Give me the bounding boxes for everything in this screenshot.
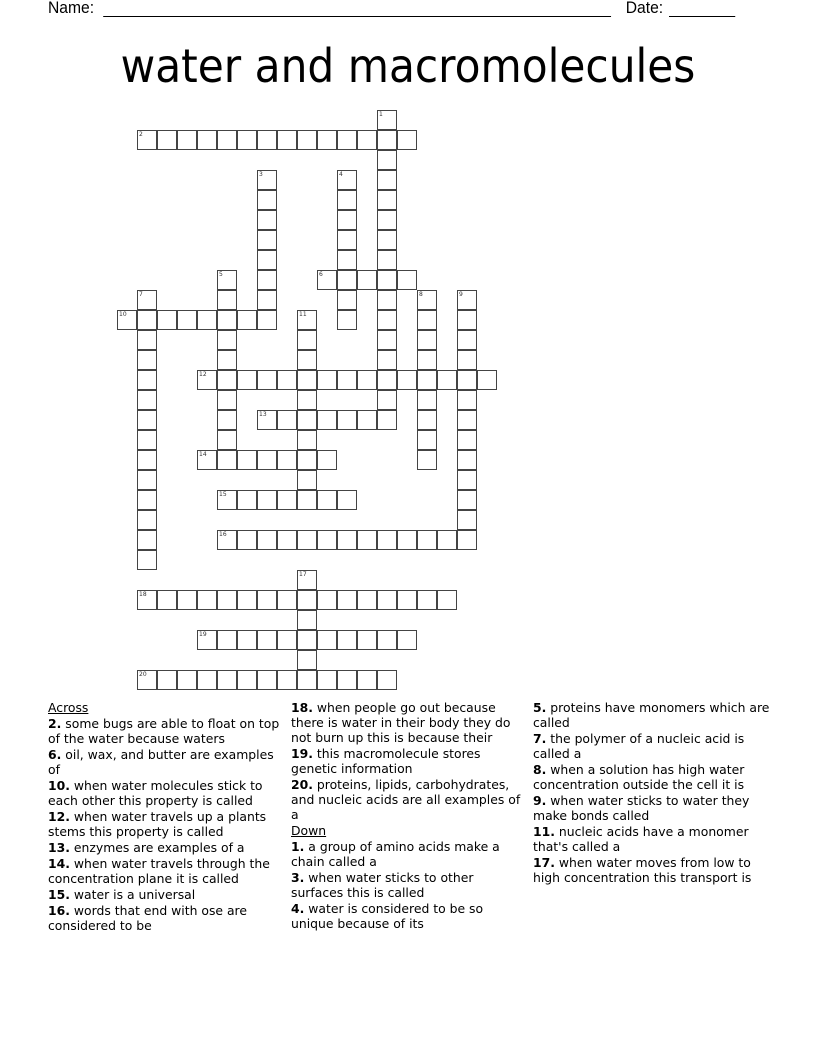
grid-cell[interactable]: [257, 370, 277, 390]
grid-cell[interactable]: [337, 310, 357, 330]
clue-text: oil, wax, and butter are examples of: [48, 747, 274, 777]
grid-cell[interactable]: [257, 270, 277, 290]
grid-cell[interactable]: [377, 150, 397, 170]
grid-cell[interactable]: [237, 310, 257, 330]
grid-cell[interactable]: [457, 530, 477, 550]
clue-number: 9.: [533, 793, 547, 808]
grid-cell[interactable]: [377, 670, 397, 690]
grid-cell[interactable]: [337, 170, 357, 190]
clue-across-2: [48, 716, 286, 746]
grid-cell[interactable]: [197, 130, 217, 150]
grid-cell[interactable]: [417, 450, 437, 470]
grid-cell[interactable]: [377, 270, 397, 290]
grid-cell[interactable]: [357, 670, 377, 690]
grid-cell[interactable]: [357, 370, 377, 390]
clue-across-14: [48, 856, 286, 886]
grid-cell[interactable]: [277, 590, 297, 610]
grid-cell[interactable]: [177, 670, 197, 690]
grid-cell[interactable]: [457, 390, 477, 410]
grid-cell[interactable]: [197, 670, 217, 690]
grid-cell[interactable]: [377, 630, 397, 650]
grid-cell[interactable]: [157, 130, 177, 150]
grid-cell[interactable]: [297, 630, 317, 650]
grid-cell[interactable]: [137, 510, 157, 530]
clue-down-1: [291, 839, 529, 869]
clue-text: when water moves from low to high concentration this transport is: [533, 855, 752, 885]
page-title: water and macromolecules: [120, 39, 696, 93]
grid-cell[interactable]: [217, 330, 237, 350]
grid-cell[interactable]: [217, 490, 237, 510]
grid-cell[interactable]: [357, 410, 377, 430]
clue-down-3: [291, 870, 529, 900]
clue-down-5: [533, 700, 771, 730]
grid-cell[interactable]: [137, 590, 157, 610]
grid-cell[interactable]: [297, 330, 317, 350]
clue-across-18: [291, 700, 529, 745]
clue-number: 5.: [533, 700, 547, 715]
cell-number: 8: [419, 291, 423, 298]
grid-cell[interactable]: [277, 670, 297, 690]
grid-cell[interactable]: [377, 310, 397, 330]
grid-cell[interactable]: [397, 590, 417, 610]
grid-cell[interactable]: [337, 250, 357, 270]
clue-number: 4.: [291, 901, 305, 916]
cell-number: 18: [139, 591, 147, 598]
grid-cell[interactable]: [137, 470, 157, 490]
grid-cell[interactable]: [137, 350, 157, 370]
clue-text: water is a universal: [73, 887, 196, 902]
clue-text: proteins have monomers which are called: [533, 700, 770, 730]
clue-column-1: [48, 700, 286, 934]
clue-column-2: [291, 700, 529, 932]
grid-cell[interactable]: [177, 130, 197, 150]
grid-cell[interactable]: [257, 130, 277, 150]
grid-cell[interactable]: [137, 290, 157, 310]
clue-text: when people go out because there is water in their body they do not burn up this is because their: [291, 700, 511, 745]
clue-across-10: [48, 778, 286, 808]
grid-cell[interactable]: [237, 530, 257, 550]
grid-cell[interactable]: [137, 550, 157, 570]
grid-cell[interactable]: [397, 130, 417, 150]
clue-down-11: [533, 824, 771, 854]
grid-cell[interactable]: [357, 130, 377, 150]
clue-text: proteins, lipids, carbohydrates, and nucleic acids are all examples of a: [291, 777, 521, 822]
clue-text: enzymes are examples of a: [73, 840, 245, 855]
grid-cell[interactable]: [217, 130, 237, 150]
grid-cell[interactable]: [397, 530, 417, 550]
worksheet-header: [48, 0, 729, 20]
grid-cell[interactable]: [297, 130, 317, 150]
grid-cell[interactable]: [297, 350, 317, 370]
grid-cell[interactable]: [377, 110, 397, 130]
cell-number: 11: [299, 311, 307, 318]
grid-cell[interactable]: [277, 530, 297, 550]
clue-number: 7.: [533, 731, 547, 746]
grid-cell[interactable]: [317, 590, 337, 610]
grid-cell[interactable]: [237, 670, 257, 690]
grid-cell[interactable]: [257, 210, 277, 230]
grid-cell[interactable]: [197, 370, 217, 390]
grid-cell[interactable]: [297, 470, 317, 490]
grid-cell[interactable]: [457, 310, 477, 330]
clue-number: 10.: [48, 778, 70, 793]
grid-cell[interactable]: [317, 370, 337, 390]
grid-cell[interactable]: [377, 390, 397, 410]
grid-cell[interactable]: [197, 310, 217, 330]
grid-cell[interactable]: [437, 530, 457, 550]
grid-cell[interactable]: [457, 510, 477, 530]
grid-cell[interactable]: [297, 410, 317, 430]
grid-cell[interactable]: [177, 310, 197, 330]
grid-cell[interactable]: [297, 450, 317, 470]
grid-cell[interactable]: [337, 210, 357, 230]
grid-cell[interactable]: [317, 530, 337, 550]
clue-text: nucleic acids have a monomer that's called a: [533, 824, 749, 854]
grid-cell[interactable]: [397, 270, 417, 290]
grid-cell[interactable]: [457, 470, 477, 490]
grid-cell[interactable]: [377, 230, 397, 250]
grid-cell[interactable]: [137, 410, 157, 430]
grid-cell[interactable]: [337, 290, 357, 310]
grid-cell[interactable]: [237, 370, 257, 390]
grid-cell[interactable]: [297, 430, 317, 450]
grid-cell[interactable]: [117, 310, 137, 330]
cell-number: 12: [199, 371, 207, 378]
grid-cell[interactable]: [437, 590, 457, 610]
cell-number: 16: [219, 531, 227, 538]
grid-cell[interactable]: [137, 390, 157, 410]
grid-cell[interactable]: [417, 330, 437, 350]
grid-cell[interactable]: [217, 270, 237, 290]
grid-cell[interactable]: [417, 390, 437, 410]
grid-cell[interactable]: [277, 370, 297, 390]
clue-number: 3.: [291, 870, 305, 885]
clue-text: words that end with ose are considered to be: [48, 903, 247, 933]
grid-cell[interactable]: [377, 370, 397, 390]
clue-across-20: [291, 777, 529, 822]
grid-cell[interactable]: [317, 630, 337, 650]
grid-cell[interactable]: [377, 590, 397, 610]
grid-cell[interactable]: [197, 450, 217, 470]
grid-cell[interactable]: [137, 450, 157, 470]
grid-cell[interactable]: [137, 530, 157, 550]
grid-cell[interactable]: [377, 210, 397, 230]
grid-cell[interactable]: [297, 490, 317, 510]
clue-across-12: [48, 809, 286, 839]
grid-cell[interactable]: [237, 450, 257, 470]
grid-cell[interactable]: [317, 450, 337, 470]
clue-number: 14.: [48, 856, 70, 871]
grid-cell[interactable]: [217, 390, 237, 410]
grid-cell[interactable]: [277, 450, 297, 470]
clue-across-13: [48, 840, 286, 855]
clue-down-8: [533, 762, 771, 792]
grid-cell[interactable]: [377, 190, 397, 210]
down-heading: Down: [291, 823, 327, 838]
grid-cell[interactable]: [297, 370, 317, 390]
grid-cell[interactable]: [397, 630, 417, 650]
grid-cell[interactable]: [457, 450, 477, 470]
date-blank[interactable]: [669, 16, 735, 17]
cell-number: 20: [139, 671, 147, 678]
clue-text: when water sticks to other surfaces this is called: [291, 870, 474, 900]
clue-text: some bugs are able to float on top of the water because waters: [48, 716, 280, 746]
grid-cell[interactable]: [457, 290, 477, 310]
grid-cell[interactable]: [337, 370, 357, 390]
grid-cell[interactable]: [297, 670, 317, 690]
grid-cell[interactable]: [137, 330, 157, 350]
grid-cell[interactable]: [277, 490, 297, 510]
grid-cell[interactable]: [457, 410, 477, 430]
grid-cell[interactable]: [277, 630, 297, 650]
date-label: Date:: [625, 0, 664, 17]
grid-cell[interactable]: [377, 250, 397, 270]
grid-cell[interactable]: [297, 530, 317, 550]
grid-cell[interactable]: [417, 370, 437, 390]
grid-cell[interactable]: [157, 590, 177, 610]
grid-cell[interactable]: [297, 390, 317, 410]
cell-number: 4: [339, 171, 343, 178]
clue-across-6: [48, 747, 286, 777]
grid-cell[interactable]: [157, 670, 177, 690]
grid-cell[interactable]: [337, 630, 357, 650]
grid-cell[interactable]: [217, 410, 237, 430]
cell-number: 9: [459, 291, 463, 298]
grid-cell[interactable]: [257, 450, 277, 470]
cell-number: 15: [219, 491, 227, 498]
grid-cell[interactable]: [417, 410, 437, 430]
clue-text: when a solution has high water concentration outside the cell it is: [533, 762, 745, 792]
grid-cell[interactable]: [237, 590, 257, 610]
clue-number: 17.: [533, 855, 555, 870]
grid-cell[interactable]: [257, 310, 277, 330]
grid-cell[interactable]: [217, 370, 237, 390]
grid-cell[interactable]: [137, 670, 157, 690]
clue-number: 8.: [533, 762, 547, 777]
grid-cell[interactable]: [337, 490, 357, 510]
grid-cell[interactable]: [217, 670, 237, 690]
clue-number: 18.: [291, 700, 313, 715]
clue-number: 6.: [48, 747, 62, 762]
grid-cell[interactable]: [317, 270, 337, 290]
grid-cell[interactable]: [137, 370, 157, 390]
grid-cell[interactable]: [337, 190, 357, 210]
grid-cell[interactable]: [457, 430, 477, 450]
grid-cell[interactable]: [257, 530, 277, 550]
grid-cell[interactable]: [217, 530, 237, 550]
clue-text: when water travels up a plants stems this property is called: [48, 809, 267, 839]
clue-down-9: [533, 793, 771, 823]
clue-number: 16.: [48, 903, 70, 918]
clue-number: 19.: [291, 746, 313, 761]
clue-text: when water sticks to water they make bonds called: [533, 793, 750, 823]
clue-number: 1.: [291, 839, 305, 854]
grid-cell[interactable]: [197, 630, 217, 650]
clue-number: 11.: [533, 824, 555, 839]
clue-text: this macromolecule stores genetic information: [291, 746, 481, 776]
grid-cell[interactable]: [297, 310, 317, 330]
grid-cell[interactable]: [337, 230, 357, 250]
grid-cell[interactable]: [337, 670, 357, 690]
grid-cell[interactable]: [217, 290, 237, 310]
grid-cell[interactable]: [317, 130, 337, 150]
across-heading: Across: [48, 700, 89, 715]
grid-cell[interactable]: [257, 590, 277, 610]
grid-cell[interactable]: [317, 410, 337, 430]
clue-number: 13.: [48, 840, 70, 855]
grid-cell[interactable]: [317, 490, 337, 510]
clue-text: when water molecules stick to each other this property is called: [48, 778, 263, 808]
clue-down-7: [533, 731, 771, 761]
cell-number: 3: [259, 171, 263, 178]
cell-number: 5: [219, 271, 223, 278]
grid-cell[interactable]: [297, 590, 317, 610]
clue-text: a group of amino acids make a chain called a: [291, 839, 500, 869]
grid-cell[interactable]: [237, 490, 257, 510]
grid-cell[interactable]: [137, 130, 157, 150]
grid-cell[interactable]: [357, 590, 377, 610]
grid-cell[interactable]: [377, 130, 397, 150]
grid-cell[interactable]: [337, 270, 357, 290]
grid-cell[interactable]: [377, 290, 397, 310]
grid-cell[interactable]: [217, 310, 237, 330]
grid-cell[interactable]: [337, 590, 357, 610]
cell-number: 2: [139, 131, 143, 138]
grid-cell[interactable]: [437, 370, 457, 390]
cell-number: 14: [199, 451, 207, 458]
cell-number: 17: [299, 571, 307, 578]
grid-cell[interactable]: [217, 630, 237, 650]
grid-cell[interactable]: [357, 530, 377, 550]
grid-cell[interactable]: [317, 670, 337, 690]
grid-cell[interactable]: [297, 610, 317, 630]
grid-cell[interactable]: [217, 450, 237, 470]
grid-cell[interactable]: [477, 370, 497, 390]
clue-across-16: [48, 903, 286, 933]
cell-number: 13: [259, 411, 267, 418]
clue-text: the polymer of a nucleic acid is called a: [533, 731, 745, 761]
clue-across-19: [291, 746, 529, 776]
grid-cell[interactable]: [297, 650, 317, 670]
grid-cell[interactable]: [137, 490, 157, 510]
grid-cell[interactable]: [337, 530, 357, 550]
grid-cell[interactable]: [177, 590, 197, 610]
grid-cell[interactable]: [157, 310, 177, 330]
grid-cell[interactable]: [377, 330, 397, 350]
grid-cell[interactable]: [257, 670, 277, 690]
clue-down-17: [533, 855, 771, 885]
grid-cell[interactable]: [417, 530, 437, 550]
grid-cell[interactable]: [417, 290, 437, 310]
grid-cell[interactable]: [277, 130, 297, 150]
grid-cell[interactable]: [137, 430, 157, 450]
grid-cell[interactable]: [457, 490, 477, 510]
clue-number: 15.: [48, 887, 70, 902]
grid-cell[interactable]: [257, 290, 277, 310]
crossword-grid: [117, 110, 517, 690]
clue-across-15: [48, 887, 286, 902]
cell-number: 7: [139, 291, 143, 298]
clue-number: 12.: [48, 809, 70, 824]
grid-cell[interactable]: [417, 310, 437, 330]
clue-down-4: [291, 901, 529, 931]
grid-cell[interactable]: [257, 490, 277, 510]
grid-cell[interactable]: [217, 350, 237, 370]
grid-cell[interactable]: [457, 350, 477, 370]
grid-cell[interactable]: [257, 410, 277, 430]
grid-cell[interactable]: [197, 590, 217, 610]
grid-cell[interactable]: [297, 570, 317, 590]
grid-cell[interactable]: [277, 410, 297, 430]
grid-cell[interactable]: [457, 330, 477, 350]
clue-column-3: [533, 700, 771, 886]
grid-cell[interactable]: [397, 370, 417, 390]
grid-cell[interactable]: [257, 170, 277, 190]
grid-cell[interactable]: [377, 410, 397, 430]
grid-cell[interactable]: [357, 630, 377, 650]
cell-number: 6: [319, 271, 323, 278]
grid-cell[interactable]: [417, 350, 437, 370]
clue-text: water is considered to be so unique because of its: [291, 901, 484, 931]
cell-number: 10: [119, 311, 127, 318]
name-label: Name:: [48, 0, 95, 17]
grid-cell[interactable]: [257, 630, 277, 650]
grid-cell[interactable]: [137, 310, 157, 330]
grid-cell[interactable]: [257, 230, 277, 250]
grid-cell[interactable]: [337, 410, 357, 430]
grid-cell[interactable]: [237, 630, 257, 650]
grid-cell[interactable]: [457, 370, 477, 390]
clue-text: when water travels through the concentration plane it is called: [48, 856, 270, 886]
grid-cell[interactable]: [337, 130, 357, 150]
cell-number: 19: [199, 631, 207, 638]
clue-number: 2.: [48, 716, 62, 731]
grid-cell[interactable]: [257, 190, 277, 210]
grid-cell[interactable]: [417, 430, 437, 450]
grid-cell[interactable]: [217, 430, 237, 450]
grid-cell[interactable]: [377, 530, 397, 550]
grid-cell[interactable]: [417, 590, 437, 610]
cell-number: 1: [379, 111, 383, 118]
grid-cell[interactable]: [217, 590, 237, 610]
grid-cell[interactable]: [357, 270, 377, 290]
grid-cell[interactable]: [237, 130, 257, 150]
grid-cell[interactable]: [377, 350, 397, 370]
clue-number: 20.: [291, 777, 313, 792]
grid-cell[interactable]: [257, 250, 277, 270]
grid-cell[interactable]: [377, 170, 397, 190]
name-blank[interactable]: [103, 16, 611, 17]
